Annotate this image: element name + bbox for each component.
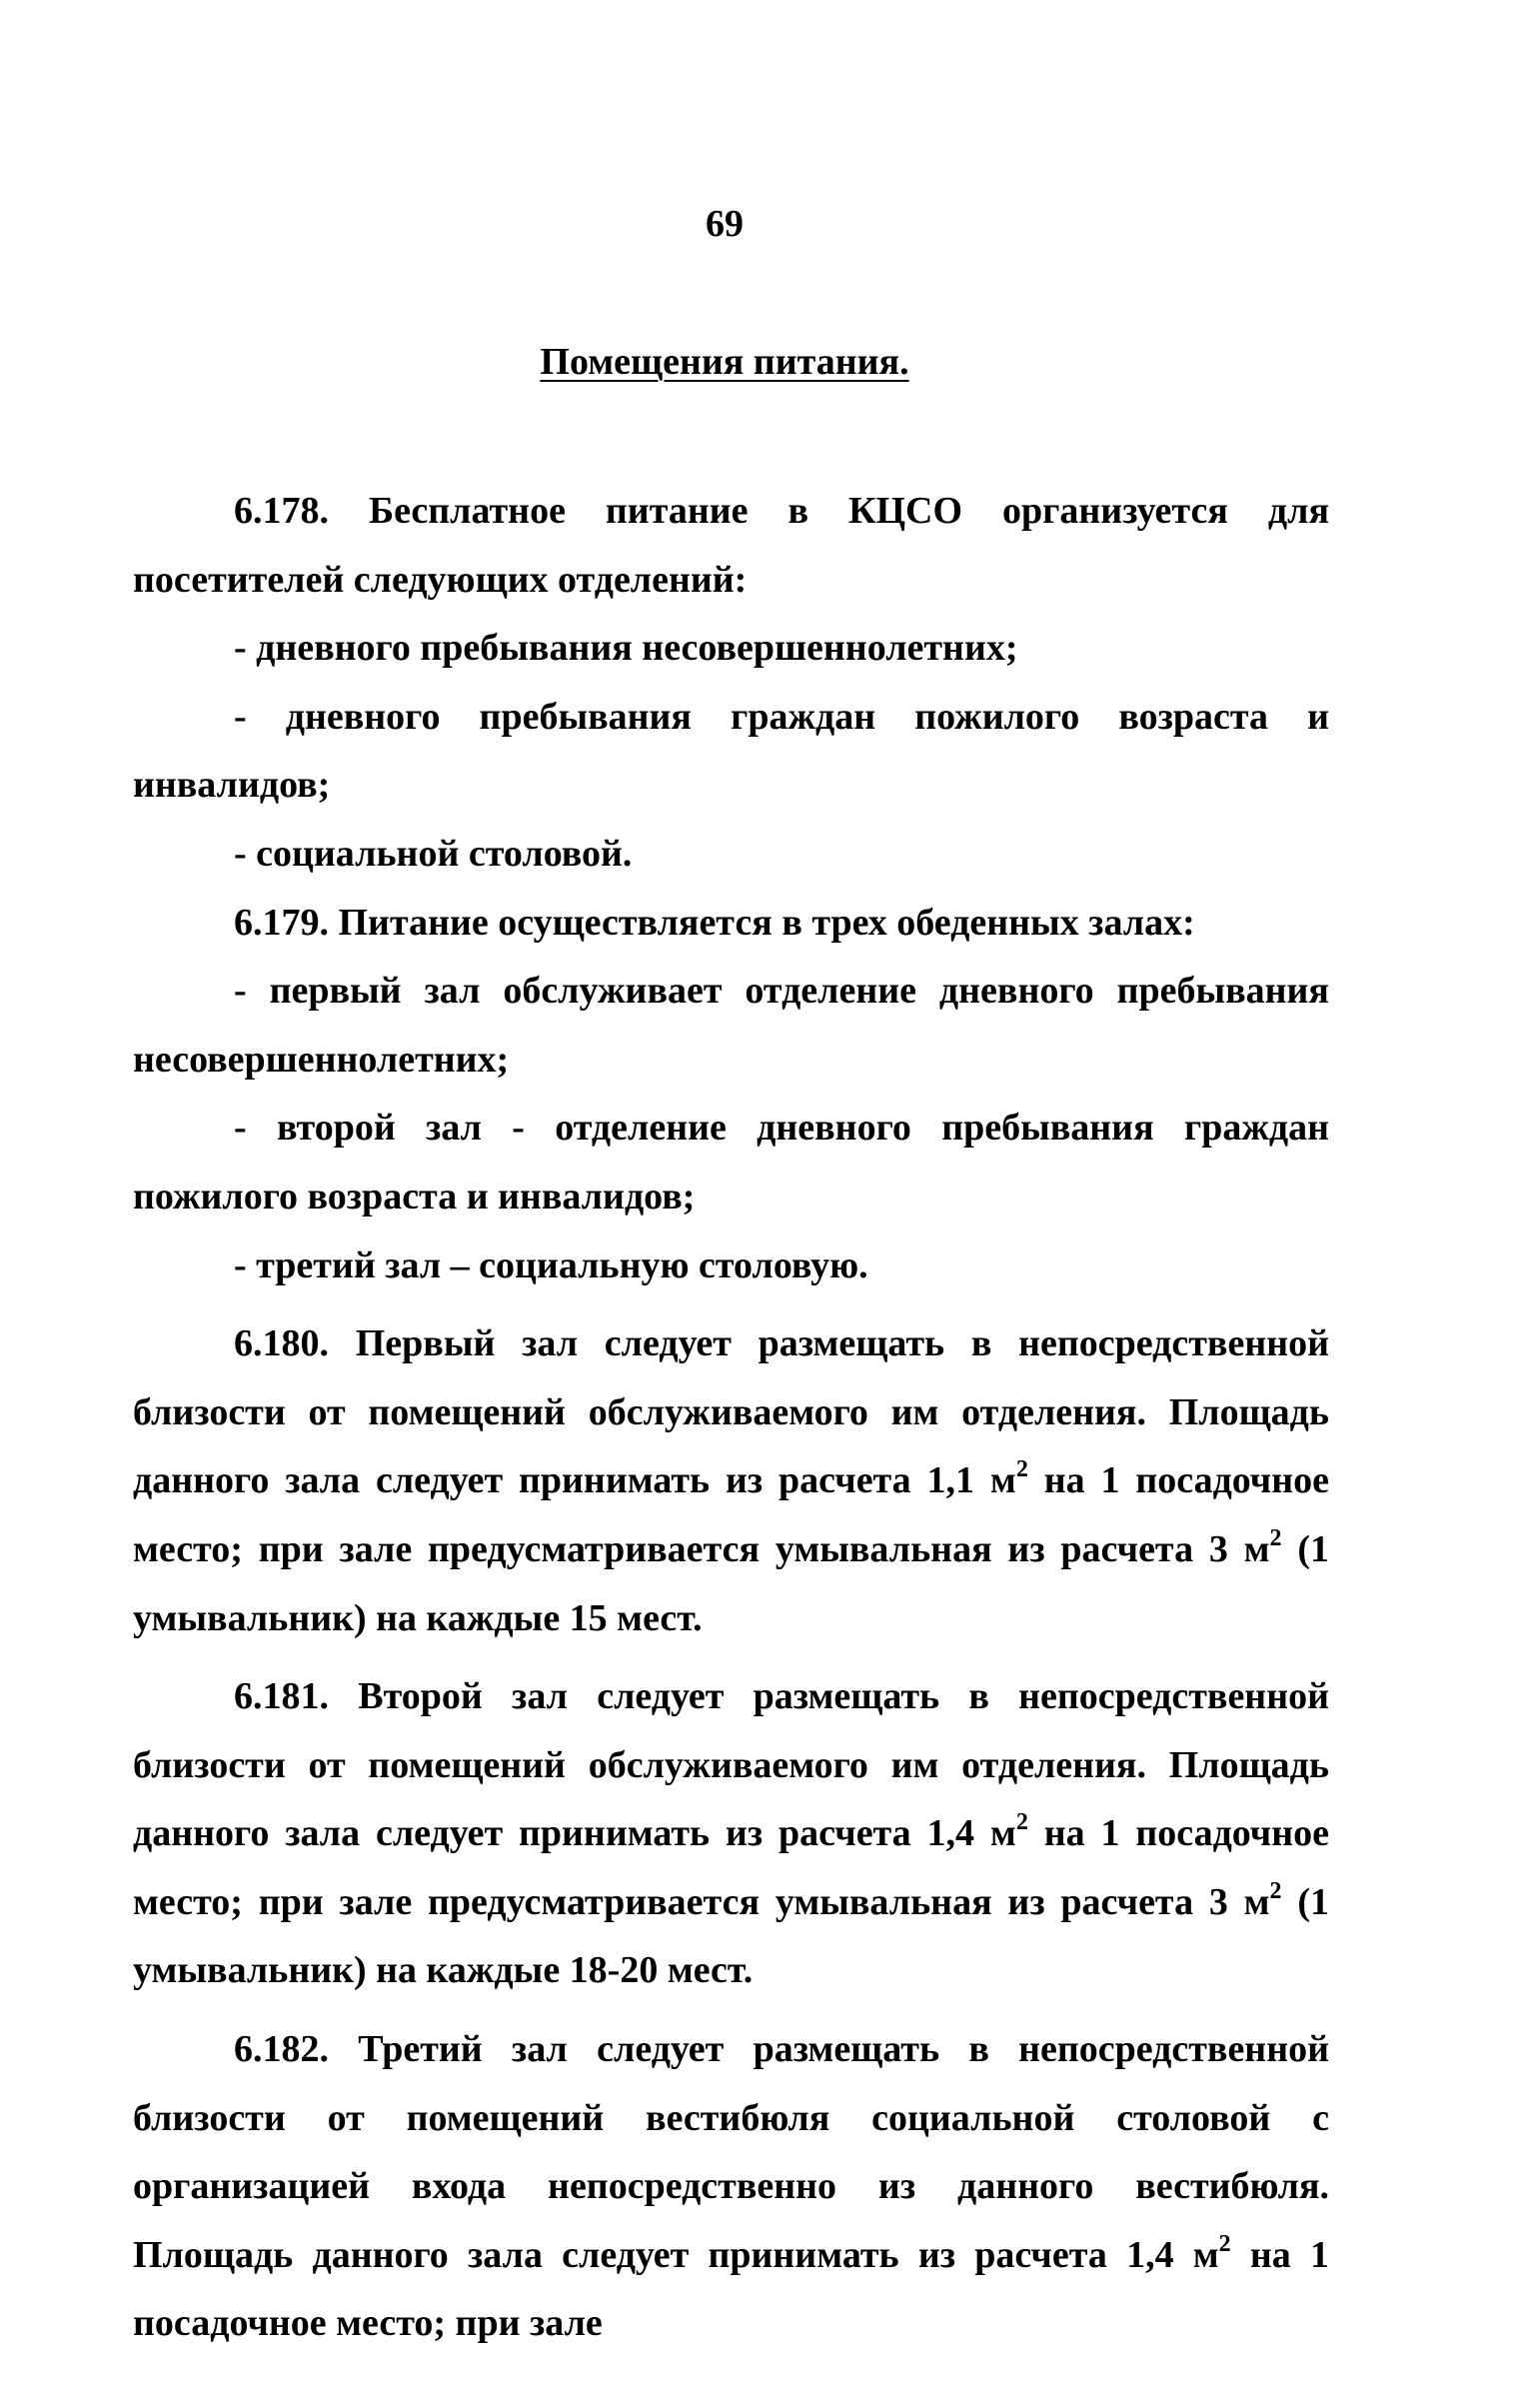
- paragraph-6-180-part-2: на 1 посадочное место; при зале предусматривается умывальная из расчета 3 м: [133, 1459, 1329, 1570]
- paragraph-6-181-part-3: (1 умывальник) на каждые 18-20 мест.: [133, 1880, 1329, 1992]
- paragraph-6-182-part-2: на 1 посадочное место; при зале: [133, 2233, 1329, 2345]
- paragraph-6-180-part-1: 6.180. Первый зал следует размещать в непосредственной близости от помещений обслуживаемого им отделения. Площадь данного зала следует принимать из расчета 1,1 м: [133, 1322, 1329, 1502]
- paragraph-6-181-part-2: на 1 посадочное место; при зале предусматривается умывальная из расчета 3 м: [133, 1812, 1329, 1923]
- superscript-2: 2: [1218, 2230, 1231, 2257]
- paragraph-6-182: [133, 2015, 1329, 2358]
- superscript-2: 2: [1015, 1809, 1028, 1836]
- section-title: Помещения питания.: [540, 341, 909, 383]
- paragraph-6-182-part-1: 6.182. Третий зал следует размещать в непосредственной близости от помещений вестибюля социальной столовой с организацией входа непосредственно из данного вестибюля. Площадь данного зала следует принимать из расчета 1,4 м: [133, 2028, 1329, 2276]
- superscript-2: 2: [1015, 1456, 1028, 1483]
- page-number: 69: [706, 203, 744, 245]
- list-item-second-hall: - второй зал - отделение дневного пребывания граждан пожилого возраста и инвалидов;: [133, 1107, 1329, 1217]
- paragraph-6-180-part-3: (1 умывальник) на каждые 15 мест.: [133, 1527, 1329, 1639]
- paragraph-6-178: 6.178. Бесплатное питание в КЦСО организуется для посетителей следующих отделений:: [133, 490, 1329, 601]
- list-item-elderly: - дневного пребывания граждан пожилого возраста и инвалидов;: [133, 695, 1329, 807]
- list-item-minors: - дневного пребывания несовершеннолетних;: [234, 627, 1018, 670]
- body-text: [133, 477, 1329, 2358]
- paragraph-6-181-part-1: 6.181. Второй зал следует размещать в непосредственной близости от помещений обслуживаемого им отделения. Площадь данного зала следует принимать из расчета 1,4 м: [133, 1675, 1329, 1855]
- list-item-canteen: - социальной столовой.: [234, 832, 633, 875]
- paragraph-6-181: [133, 1662, 1329, 2005]
- list-item-first-hall: - первый зал обслуживает отделение дневного пребывания несовершеннолетних;: [133, 970, 1329, 1081]
- superscript-2: 2: [1269, 1877, 1282, 1904]
- superscript-2: 2: [1269, 1524, 1282, 1551]
- paragraph-6-179: 6.179. Питание осуществляется в трех обеденных залах:: [234, 901, 1195, 944]
- list-item-third-hall: - третий зал – социальную столовую.: [234, 1243, 868, 1286]
- paragraph-6-180: [133, 1309, 1329, 1652]
